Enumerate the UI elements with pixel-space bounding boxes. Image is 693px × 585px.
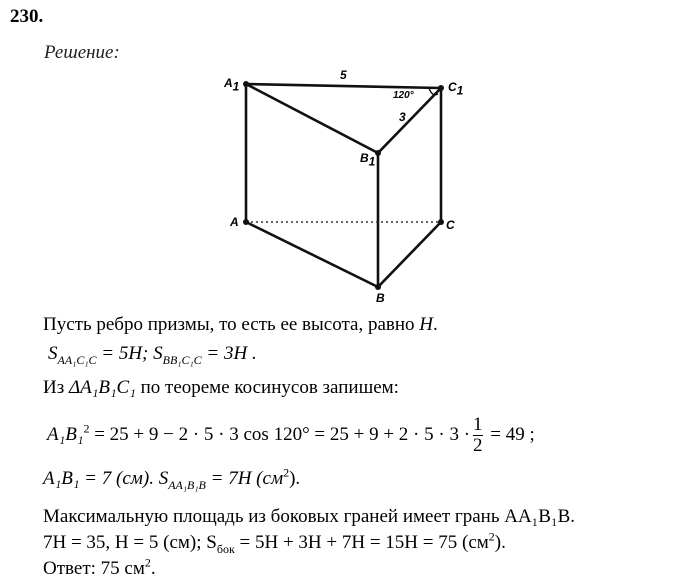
fraction-one-half: $\frac{1}{2}$	[473, 414, 483, 456]
label-edge-3: 3	[399, 110, 406, 124]
line-5: A₁B₁ = 7 (см). $S_{AA_1B_1B} = 7H$ $(см^2)$.	[43, 465, 301, 492]
vertex-c	[438, 219, 444, 225]
edge-a1-b1	[246, 84, 378, 153]
vertex-a	[243, 219, 249, 225]
line-8-answer: Ответ: 75 $см^2$.	[43, 555, 156, 579]
line-2: $S_{AA_1C_1C} = 5H$; $S_{BB_1C_1C} = 3H$ .	[48, 343, 257, 367]
label-angle-120: 120°	[393, 90, 414, 101]
label-edge-5: 5	[340, 68, 347, 82]
line-3: Из ΔA₁B₁C₁ по теореме косинусов запишем:	[43, 377, 399, 398]
edge-a1-c1	[246, 84, 441, 88]
line-1: Пусть ребро призмы, то есть ее высота, равно H.	[43, 314, 438, 335]
edge-a-b	[246, 222, 378, 287]
line-4-equation: A₁B₁$^2$ = 25 + 9 − 2 · 5 · 3 cos 120° = 25 + 9 + 2 · 5 · 3 · $\frac{1}{2}$ = 49 ;	[47, 414, 535, 456]
solution-heading: Решение:	[44, 42, 120, 63]
edge-b-c	[378, 222, 441, 287]
problem-number: 230.	[10, 6, 44, 27]
vertex-a1	[243, 81, 249, 87]
vertex-b1	[375, 150, 381, 156]
label-b: B	[376, 291, 385, 305]
line-7: 7H = 35, H = 5 (см); $S_{бок} = 5H + 3H + 7H = 15H = 75$ $(см^2)$.	[43, 529, 506, 556]
vertex-b	[375, 284, 381, 290]
vertex-c1	[438, 85, 444, 91]
label-a: A	[230, 215, 239, 229]
label-a1: $A_1$	[224, 76, 240, 94]
line-6: Максимальную площадь из боковых граней имеет грань AA₁B₁B.	[43, 506, 576, 527]
label-b1: $B_1$	[360, 151, 376, 169]
label-c: C	[446, 218, 455, 232]
label-c1: $C_1$	[448, 80, 464, 98]
